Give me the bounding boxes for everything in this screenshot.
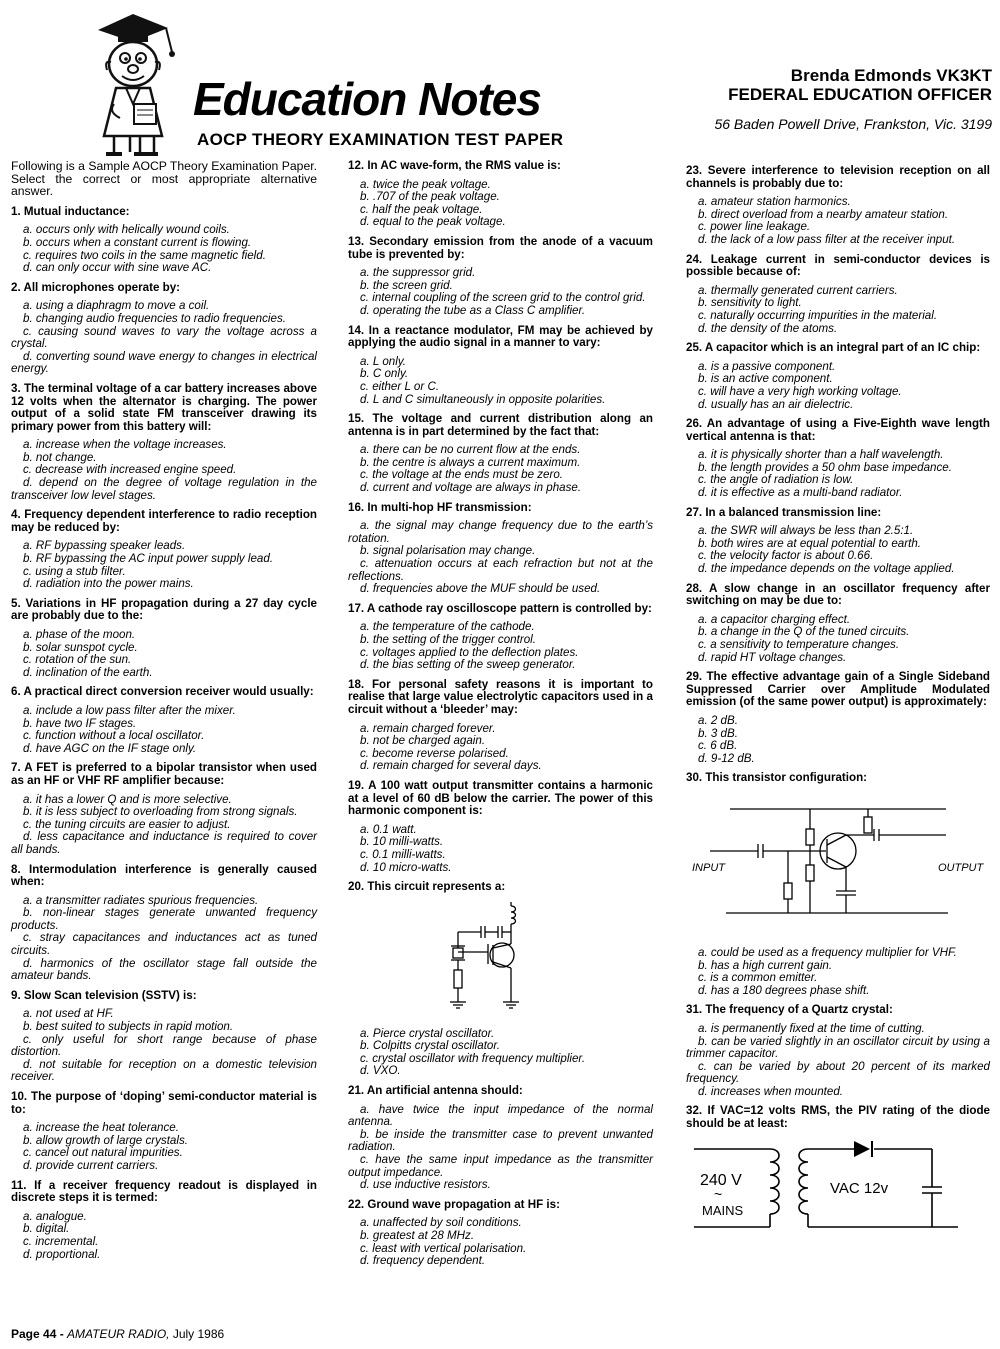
answer-option: b. changing audio frequencies to radio frequencies. (23, 311, 286, 325)
mains-label: MAINS (702, 1202, 744, 1218)
answer-option: b. direct overload from a nearby amateur station. (698, 207, 949, 221)
question-text: 25. A capacitor which is an integral part of an IC chip: (686, 341, 981, 355)
question-text: 19. A 100 watt output transmitter contains a harmonic at a level of 60 dB below the carrier. The power of this harmonic component is: (348, 778, 653, 818)
question (348, 236, 653, 318)
answer-option: d. harmonics of the oscillator stage fall outside the amateur bands. (11, 956, 317, 983)
answer-option: d. current and voltage are always in phase. (360, 481, 582, 495)
answer-options (11, 540, 317, 590)
answer-option: c. causing sound waves to vary the voltage across a crystal. (11, 324, 317, 351)
footer-separator: - (56, 1327, 68, 1341)
answer-option: c. requires two coils in the same magnetic field. (23, 248, 266, 262)
question (348, 1085, 653, 1192)
question-text: 14. In a reactance modulator, FM may be achieved by applying the audio signal in a manner to vary: (348, 323, 653, 350)
answer-options (348, 179, 653, 229)
answer-option: c. half the peak voltage. (360, 202, 483, 216)
answer-option: d. inclination of the earth. (23, 665, 153, 679)
answer-options (348, 1217, 653, 1267)
answer-option: b. be inside the transmitter case to prevent unwanted radiation. (348, 1127, 653, 1154)
question (348, 413, 653, 495)
column-2 (348, 160, 653, 1275)
answer-option: d. 9-12 dB. (698, 751, 755, 765)
answer-option: a. phase of the moon. (23, 628, 136, 641)
question-text: 6. A practical direct conversion receiver would usually: (11, 685, 314, 699)
answer-options (11, 705, 317, 755)
answer-option: a. increase when the voltage increases. (23, 438, 227, 452)
answer-option: c. naturally occurring impurities in the material. (698, 308, 938, 322)
answer-option: a. include a low pass filter after the mixer. (23, 703, 236, 717)
answer-option: d. depend on the degree of voltage regulation in the transceiver low level stages. (11, 476, 317, 502)
answer-option: a. the SWR will always be less than 2.5:1. (698, 524, 914, 538)
answer-option: d. can only occur with sine wave AC. (23, 261, 212, 275)
answer-option: c. using a stub filter. (23, 564, 126, 578)
answer-option: a. analogue. (23, 1209, 87, 1223)
answer-option: a. not used at HF. (23, 1007, 114, 1021)
answer-option: d. rapid HT voltage changes. (698, 650, 847, 664)
mains-tilde-label: ~ (714, 1185, 723, 1202)
crystal-oscillator-diagram (348, 900, 648, 1020)
answer-option: c. stray capacitances and inductances act as tuned circuits. (11, 931, 317, 958)
answer-option: a. it has a lower Q and is more selective. (23, 792, 232, 806)
answer-option: b. allow growth of large crystals. (23, 1133, 188, 1147)
question (348, 160, 653, 229)
answer-option: a. amateur station harmonics. (698, 195, 851, 209)
answer-option: a. the suppressor grid. (360, 266, 476, 280)
answer-options (11, 794, 317, 857)
answer-option: a. could be used as a frequency multiplier for VHF. (698, 945, 957, 959)
answer-option: d. usually has an air dielectric. (698, 397, 854, 411)
answer-options (686, 614, 990, 664)
answer-option: c. rotation of the sun. (23, 653, 132, 667)
answer-options (348, 356, 653, 406)
question-text: 2. All microphones operate by: (11, 280, 181, 294)
question (11, 509, 317, 591)
question (686, 342, 990, 411)
answer-options (11, 224, 317, 274)
answer-option: c. power line leakage. (698, 220, 811, 234)
question-text: 5. Variations in HF propagation during a 27 day cycle are probably due to the: (11, 596, 317, 623)
answer-options (686, 947, 990, 997)
question-text: 9. Slow Scan television (SSTV) is: (11, 988, 197, 1002)
question (686, 1004, 990, 1098)
answer-options (348, 520, 653, 596)
question (11, 383, 317, 502)
answer-option: d. proportional. (23, 1247, 101, 1261)
question-text: 20. This circuit represents a: (348, 880, 506, 894)
answer-option: d. operating the tube as a Class C amplifier. (360, 303, 586, 317)
question-text: 17. A cathode ray oscilloscope pattern is controlled by: (348, 601, 652, 615)
answer-option: b. solar sunspot cycle. (23, 640, 138, 654)
answer-option: a. there can be no current flow at the ends. (360, 443, 581, 457)
answer-option: b. occurs when a constant current is flowing. (23, 235, 252, 249)
answer-option: d. the impedance depends on the voltage applied. (698, 562, 955, 576)
answer-options (686, 715, 990, 765)
question (348, 679, 653, 773)
answer-option: b. has a high current gain. (698, 958, 833, 972)
answer-option: b. the centre is always a current maximum. (360, 455, 581, 469)
answer-option: d. frequencies above the MUF should be used. (360, 582, 601, 596)
question-text: 15. The voltage and current distribution along an antenna is in part determined by the fact that: (348, 412, 653, 438)
column-1 (11, 160, 317, 1268)
question-text: 26. An advantage of using a Five-Eighth wave length vertical antenna is that: (686, 417, 990, 443)
answer-option: c. a sensitivity to temperature changes. (698, 638, 900, 651)
question (686, 507, 990, 576)
question (686, 418, 990, 500)
author-address: 56 Baden Powell Drive, Frankston, Vic. 3199 (714, 116, 992, 132)
answer-option: a. twice the peak voltage. (360, 177, 491, 191)
answer-option: c. the velocity factor is about 0.66. (698, 549, 874, 563)
question (348, 1199, 653, 1268)
question (686, 772, 990, 997)
answer-options (11, 439, 317, 502)
answer-option: d. remain charged for several days. (360, 759, 542, 773)
page-subtitle: AOCP THEORY EXAMINATION TEST PAPER (197, 130, 564, 149)
answer-options (686, 285, 990, 335)
question (348, 603, 653, 672)
answer-option: b. the setting of the trigger control. (360, 633, 536, 646)
intro-text: Following is a Sample AOCP Theory Examination Paper. Select the correct or most appropriate alternative answer. (11, 159, 317, 199)
answer-option: b. the length provides a 50 ohm base impedance. (698, 460, 952, 474)
page-title: Education Notes (193, 73, 541, 125)
mains-voltage-label: 240 V (700, 1171, 742, 1189)
answer-option: c. attenuation occurs at each refraction but not at the reflections. (348, 557, 653, 583)
answer-option: a. Pierce crystal oscillator. (360, 1026, 495, 1040)
answer-options (11, 1008, 317, 1084)
answer-options (348, 267, 653, 317)
question (348, 325, 653, 407)
output-label: OUTPUT (938, 861, 984, 874)
answer-option: b. it is less subject to overloading from strong signals. (23, 805, 298, 819)
answer-option: b. RF bypassing the AC input power supply lead. (23, 552, 274, 566)
question-text: 7. A FET is preferred to a bipolar transistor when used as an HF or VHF RF amplifier because: (11, 761, 317, 787)
answer-option: b. signal polarisation may change. (360, 544, 536, 558)
answer-option: b. not change. (23, 450, 97, 464)
answer-option: b. greatest at 28 MHz. (360, 1229, 475, 1242)
answer-option: b. can be varied slightly in an oscillator circuit by using a trimmer capacitor. (686, 1034, 990, 1061)
question-text: 3. The terminal voltage of a car battery increases above 12 volts when the alternator is charging. The power output of a solid state FM transceiver drawing its primary power from this battery will: (11, 381, 317, 433)
answer-option: c. least with vertical polarisation. (360, 1241, 527, 1255)
page-footer (11, 1327, 224, 1341)
answer-option: a. remain charged forever. (360, 721, 496, 735)
answer-option: d. have AGC on the IF stage only. (23, 741, 197, 755)
answer-option: d. VXO. (360, 1064, 401, 1078)
answer-option: c. have the same input impedance as the transmitter output impedance. (348, 1153, 653, 1179)
answer-option: d. the density of the atoms. (698, 321, 838, 335)
question (686, 583, 990, 665)
answer-option: b. both wires are at equal potential to earth. (698, 536, 921, 550)
question (348, 881, 653, 1078)
column-3 (686, 165, 990, 1245)
answer-option: a. thermally generated current carriers. (698, 283, 898, 297)
answer-options (348, 444, 653, 494)
answer-option: d. increases when mounted. (698, 1084, 844, 1098)
answer-option: a. is permanently fixed at the time of cutting. (698, 1021, 925, 1035)
answer-option: c. decrease with increased engine speed. (23, 463, 237, 477)
question-text: 12. In AC wave-form, the RMS value is: (348, 159, 561, 172)
question-text: 23. Severe interference to television reception on all channels is probably due to: (686, 164, 990, 190)
answer-options (348, 824, 653, 874)
answer-option: c. incremental. (23, 1234, 99, 1248)
question-text: 21. An artificial antenna should: (348, 1084, 523, 1098)
answer-option: a. a capacitor charging effect. (698, 612, 851, 626)
question (11, 1180, 317, 1262)
answer-options (348, 723, 653, 773)
magazine-name: AMATEUR RADIO, (67, 1327, 170, 1341)
question-text: 28. A slow change in an oscillator frequency after switching on may be due to: (686, 581, 990, 608)
answer-option: d. use inductive resistors. (360, 1178, 491, 1192)
author-block (714, 66, 992, 132)
answer-option: c. function without a local oscillator. (23, 729, 205, 743)
answer-option: a. the temperature of the cathode. (360, 620, 535, 634)
header (0, 0, 1000, 160)
input-label: INPUT (692, 861, 725, 874)
page-number: Page 44 (11, 1327, 57, 1341)
answer-options (11, 629, 317, 679)
question-text: 22. Ground wave propagation at HF is: (348, 1197, 560, 1211)
question-text: 18. For personal safety reasons it is important to realise that large value electrolytic capacitors used in a circuit without a ‘bleeder’ may: (348, 677, 653, 716)
answer-options (11, 1211, 317, 1261)
question-text: 10. The purpose of ‘doping’ semi-conductor material is to: (11, 1090, 317, 1116)
question (11, 864, 317, 983)
answer-option: b. C only. (360, 367, 409, 381)
question (11, 1091, 317, 1173)
answer-option: c. will have a very high working voltage. (698, 384, 902, 398)
answer-option: c. 6 dB. (698, 739, 738, 753)
question-text: 11. If a receiver frequency readout is displayed in discrete steps it is termed: (11, 1178, 317, 1205)
answer-options (11, 1122, 317, 1172)
answer-option: b. the screen grid. (360, 278, 453, 292)
answer-option: d. the bias setting of the sweep generator. (360, 658, 576, 672)
answer-option: c. crystal oscillator with frequency multiplier. (360, 1051, 586, 1065)
question (11, 990, 317, 1084)
answer-option: b. non-linear stages generate unwanted frequency products. (11, 906, 317, 932)
answer-option: d. has a 180 degrees phase shift. (698, 983, 870, 997)
answer-option: d. equal to the peak voltage. (360, 215, 506, 229)
answer-options (348, 621, 653, 671)
answer-option: b. 10 milli-watts. (360, 835, 444, 849)
issue-date: July 1986 (169, 1327, 225, 1341)
question-text: 1. Mutual inductance: (11, 204, 130, 218)
question-text: 32. If VAC=12 volts RMS, the PIV rating of the diode should be at least: (686, 1104, 990, 1131)
answer-option: b. .707 of the peak voltage. (360, 190, 500, 204)
answer-option: b. digital. (23, 1222, 70, 1236)
answer-options (686, 449, 990, 499)
answer-option: d. provide current carriers. (23, 1158, 159, 1172)
question-text: 27. In a balanced transmission line: (686, 505, 882, 519)
answer-option: d. frequency dependent. (360, 1254, 486, 1268)
question (11, 206, 317, 275)
question (11, 762, 317, 856)
answer-option: c. internal coupling of the screen grid to the control grid. (360, 291, 646, 305)
answer-option: b. 3 dB. (698, 726, 738, 740)
answer-option: d. radiation into the power mains. (23, 577, 194, 591)
answer-option: a. RF bypassing speaker leads. (23, 539, 186, 553)
answer-option: a. a transmitter radiates spurious frequencies. (23, 893, 259, 907)
question (11, 282, 317, 376)
answer-option: a. 0.1 watt. (360, 822, 417, 836)
question-text: 16. In multi-hop HF transmission: (348, 500, 532, 514)
question (348, 780, 653, 874)
answer-option: c. voltages applied to the deflection plates. (360, 645, 579, 659)
mascot-illustration (78, 8, 188, 158)
answer-option: a. using a diaphragm to move a coil. (23, 299, 210, 313)
answer-option: b. a change in the Q of the tuned circuits. (698, 625, 910, 639)
author-role: FEDERAL EDUCATION OFFICER (728, 85, 992, 104)
answer-options (11, 895, 317, 983)
vac-label: VAC 12v (830, 1179, 889, 1197)
question-text: 30. This transistor configuration: (686, 771, 868, 785)
answer-option: b. best suited to subjects in rapid motion. (23, 1020, 234, 1034)
answer-option: c. the tuning circuits are easier to adjust. (23, 817, 231, 831)
answer-options (686, 361, 990, 411)
question (11, 598, 317, 680)
answer-option: c. only useful for short range because of phase distortion. (11, 1032, 317, 1059)
answer-option: b. is an active component. (698, 372, 833, 386)
answer-option: c. cancel out natural impurities. (23, 1146, 183, 1160)
answer-option: d. not suitable for reception on a domestic television receiver. (11, 1057, 317, 1084)
answer-options (686, 525, 990, 575)
answer-option: d. L and C simultaneously in opposite polarities. (360, 392, 606, 406)
answer-option: b. have two IF stages. (23, 716, 137, 730)
question (348, 502, 653, 596)
question-text: 29. The effective advantage gain of a Single Sideband Suppressed Carrier over Amplitude Modulated emission (of the same power output) is approximately: (686, 670, 990, 709)
answer-option: c. become reverse polarised. (360, 746, 509, 760)
answer-option: d. converting sound wave energy to changes in electrical energy. (11, 349, 317, 376)
question-text: 4. Frequency dependent interference to radio reception may be reduced by: (11, 508, 317, 534)
answer-options (686, 1023, 990, 1099)
answer-option: d. less capacitance and inductance is required to cover all bands. (11, 830, 317, 856)
answer-option: a. is a passive component. (698, 359, 836, 373)
question-text: 13. Secondary emission from the anode of a vacuum tube is prevented by: (348, 234, 653, 261)
answer-option: d. 10 micro-watts. (360, 860, 452, 874)
answer-option: a. occurs only with helically wound coils. (23, 223, 230, 237)
answer-option: c. can be varied by about 20 percent of its marked frequency. (686, 1059, 990, 1086)
question (686, 165, 990, 247)
answer-option: a. it is physically shorter than a half wavelength. (698, 448, 944, 462)
answer-option: a. have twice the input impedance of the normal antenna. (348, 1102, 653, 1129)
answer-options (348, 1104, 653, 1192)
question-text: 8. Intermodulation interference is generally caused when: (11, 862, 317, 889)
question-text: 31. The frequency of a Quartz crystal: (686, 1003, 893, 1017)
answer-option: a. 2 dB. (698, 713, 738, 727)
answer-option: b. Colpitts crystal oscillator. (360, 1039, 501, 1053)
answer-options (348, 1028, 653, 1078)
question (11, 686, 317, 755)
transistor-diagram (686, 791, 990, 939)
answer-option: c. 0.1 milli-watts. (360, 847, 446, 861)
answer-option: a. the signal may change frequency due to the earth’s rotation. (348, 519, 653, 545)
author-name: Brenda Edmonds VK3KT (790, 66, 992, 85)
answer-option: c. is a common emitter. (698, 971, 818, 985)
question (686, 671, 990, 765)
answer-option: b. sensitivity to light. (698, 296, 802, 310)
answer-option: a. increase the heat tolerance. (23, 1121, 179, 1135)
answer-option: c. either L or C. (360, 379, 440, 393)
answer-option: c. the voltage at the ends must be zero. (360, 468, 564, 482)
answer-options (11, 300, 317, 376)
question-text: 24. Leakage current in semi-conductor devices is possible because of: (686, 252, 990, 279)
question (686, 1105, 990, 1236)
answer-option: a. L only. (360, 354, 406, 368)
question (686, 254, 990, 336)
answer-option: b. not be charged again. (360, 734, 486, 748)
diode-circuit-diagram (686, 1137, 990, 1237)
answer-option: c. the angle of radiation is low. (698, 473, 854, 487)
answer-option: d. it is effective as a multi-band radiator. (698, 486, 903, 500)
answer-option: a. unaffected by soil conditions. (360, 1216, 522, 1230)
answer-options (686, 196, 990, 246)
answer-option: d. the lack of a low pass filter at the receiver input. (698, 232, 956, 246)
